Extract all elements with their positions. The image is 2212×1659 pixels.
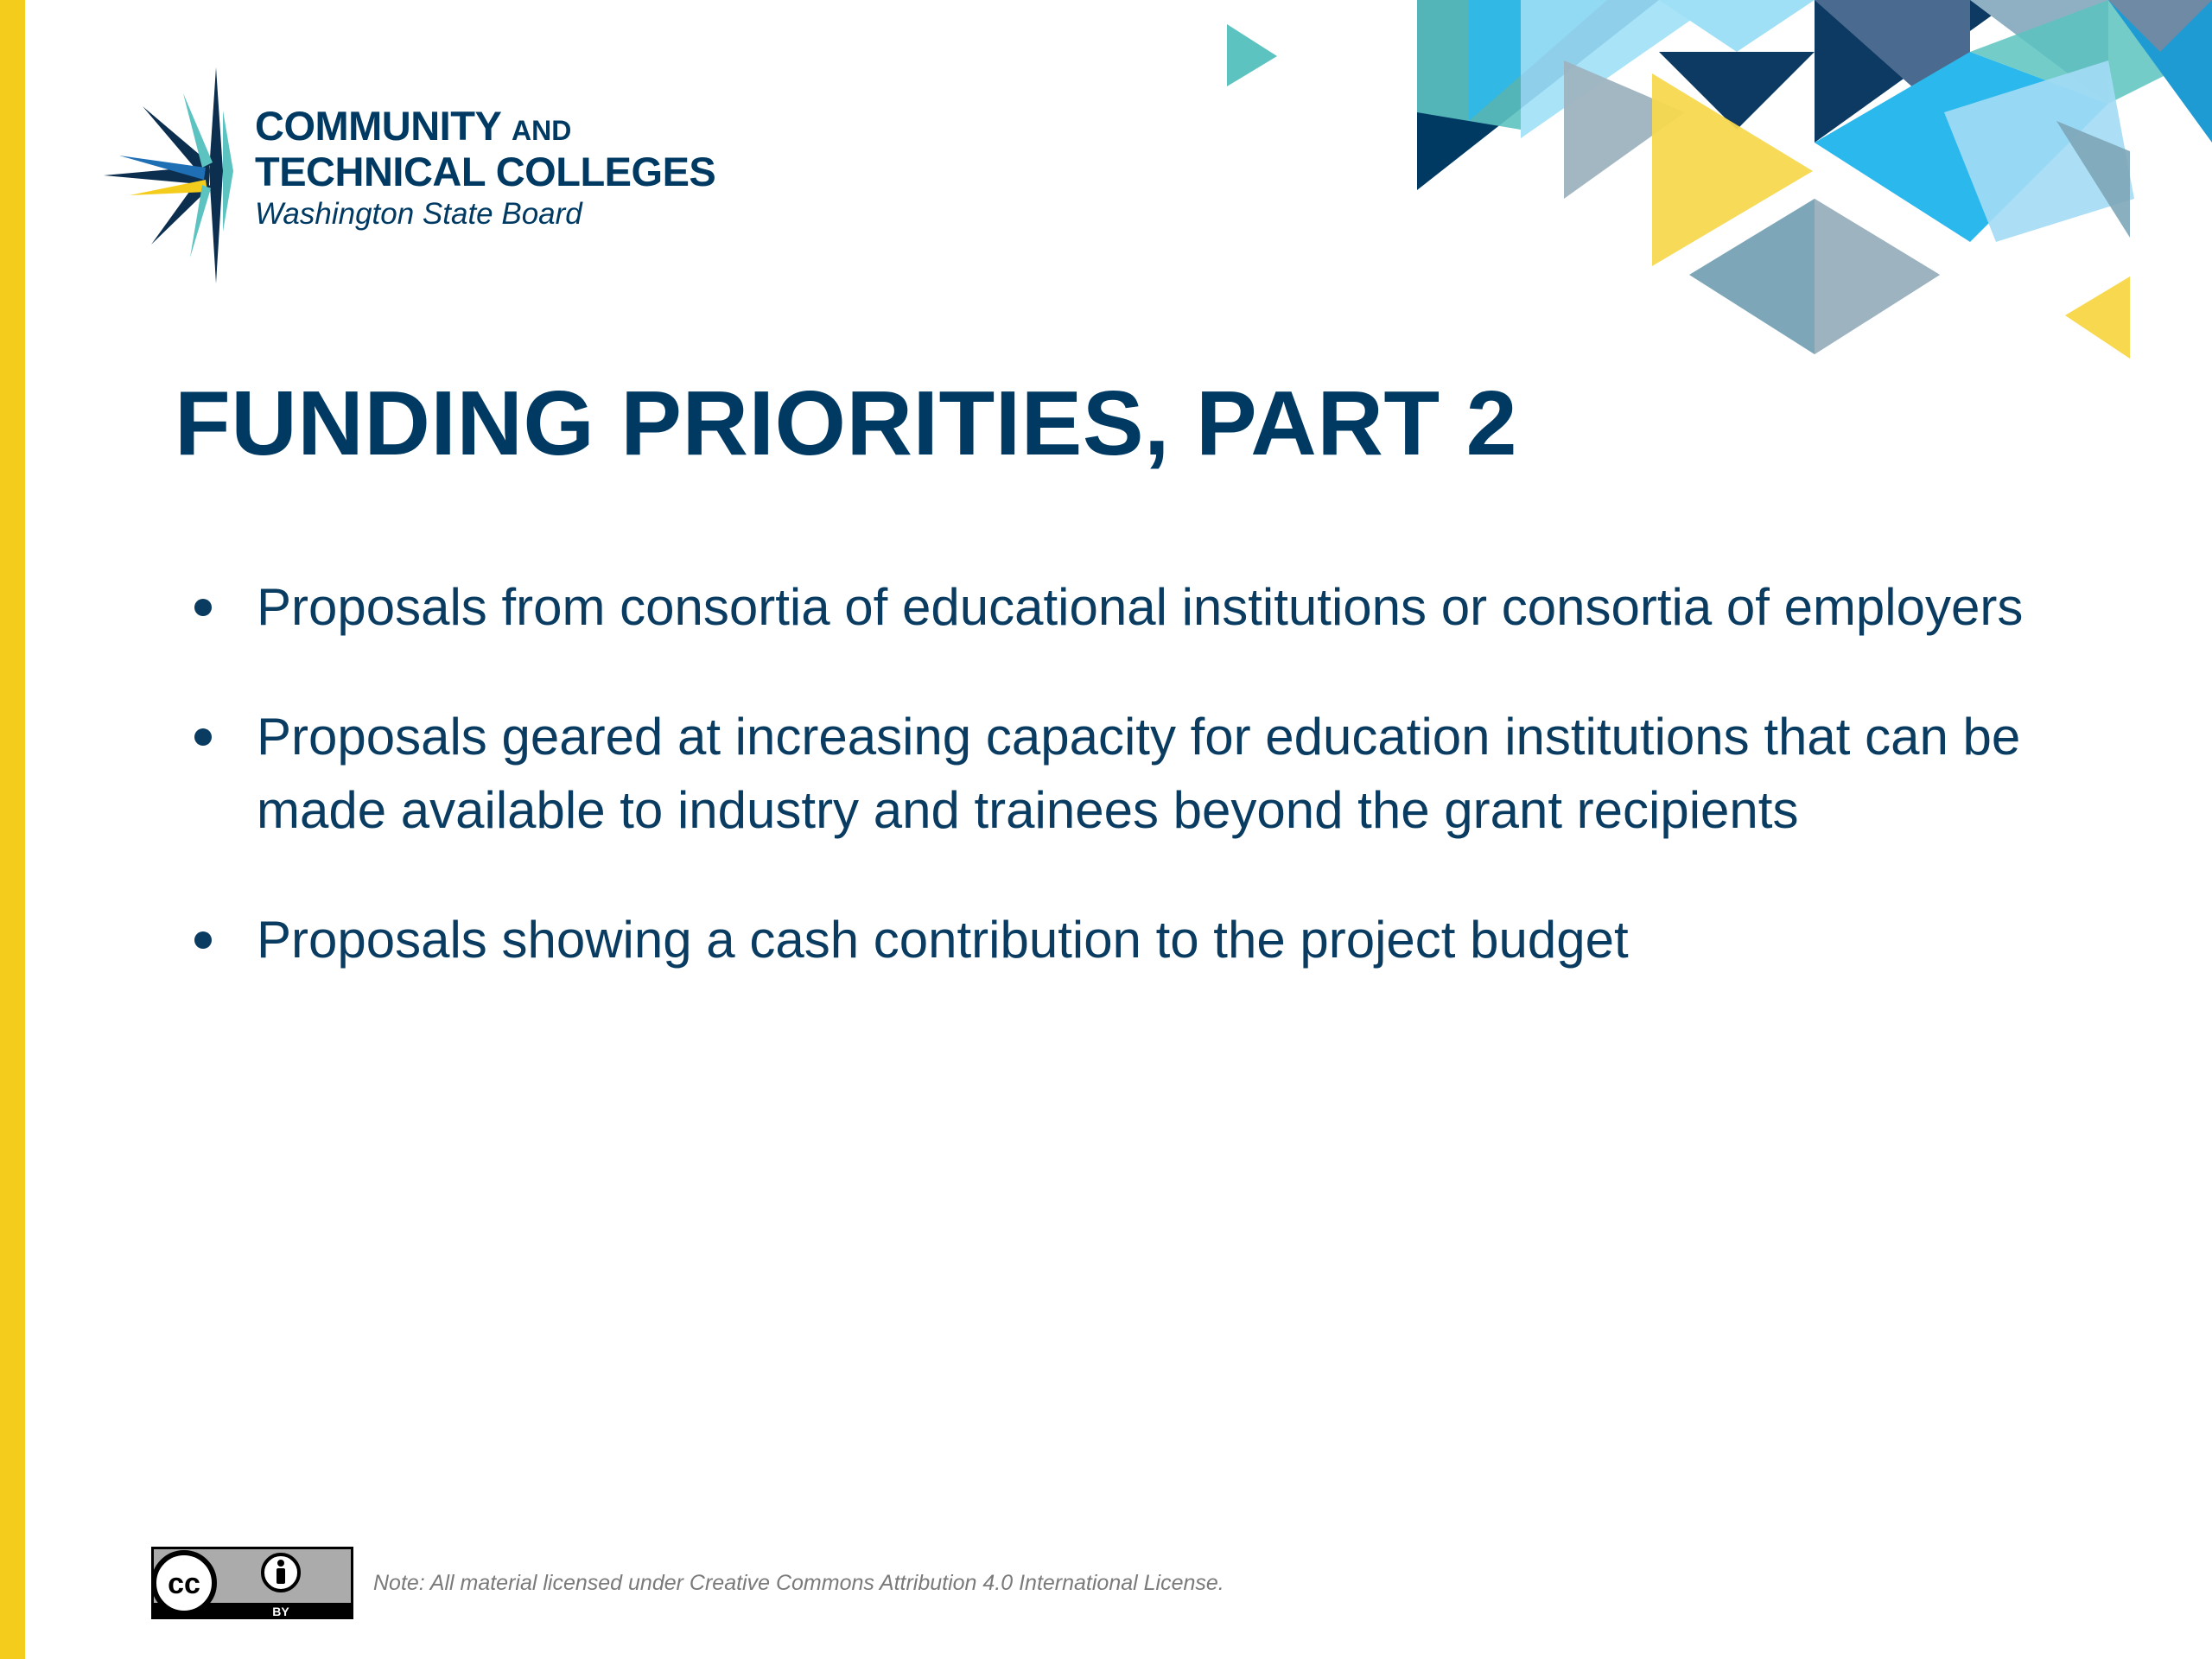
by-label: BY	[272, 1605, 289, 1618]
bullet-text: Proposals from consortia of educational institutions or consortia of employers	[257, 578, 2024, 636]
cc-label: cc	[168, 1567, 200, 1600]
logo-line-technical-colleges: TECHNICAL COLLEGES	[255, 149, 716, 194]
attribution-person-icon	[263, 1554, 299, 1591]
sbctc-logo	[104, 52, 743, 285]
bullet-item	[186, 570, 2087, 644]
bullet-item	[186, 700, 2087, 847]
bullet-dot-icon	[194, 728, 212, 746]
slide-title: FUNDING PRIORITIES, PART 2	[175, 372, 1518, 474]
logo-wordmark	[255, 105, 715, 236]
creative-commons-icon	[154, 1553, 214, 1613]
bullet-text: Proposals geared at increasing capacity for education institutions that can be made available to industry and trainees beyond the grant recipients	[257, 708, 2021, 839]
compass-star-icon	[104, 59, 242, 283]
cc-by-badge	[151, 1547, 353, 1619]
bullet-dot-icon	[194, 931, 212, 949]
logo-and-text: AND	[512, 115, 572, 146]
bullet-item	[186, 903, 2087, 976]
logo-community-text: COMMUNITY	[255, 103, 501, 149]
license-note: Note: All material licensed under Creative Commons Attribution 4.0 International License.	[373, 1571, 1224, 1595]
bullet-text: Proposals showing a cash contribution to the project budget	[257, 911, 1629, 969]
bullet-list	[186, 570, 2087, 1033]
bullet-dot-icon	[194, 599, 212, 616]
logo-line-community	[255, 105, 715, 151]
logo-line-washington: Washington State Board	[255, 197, 582, 231]
